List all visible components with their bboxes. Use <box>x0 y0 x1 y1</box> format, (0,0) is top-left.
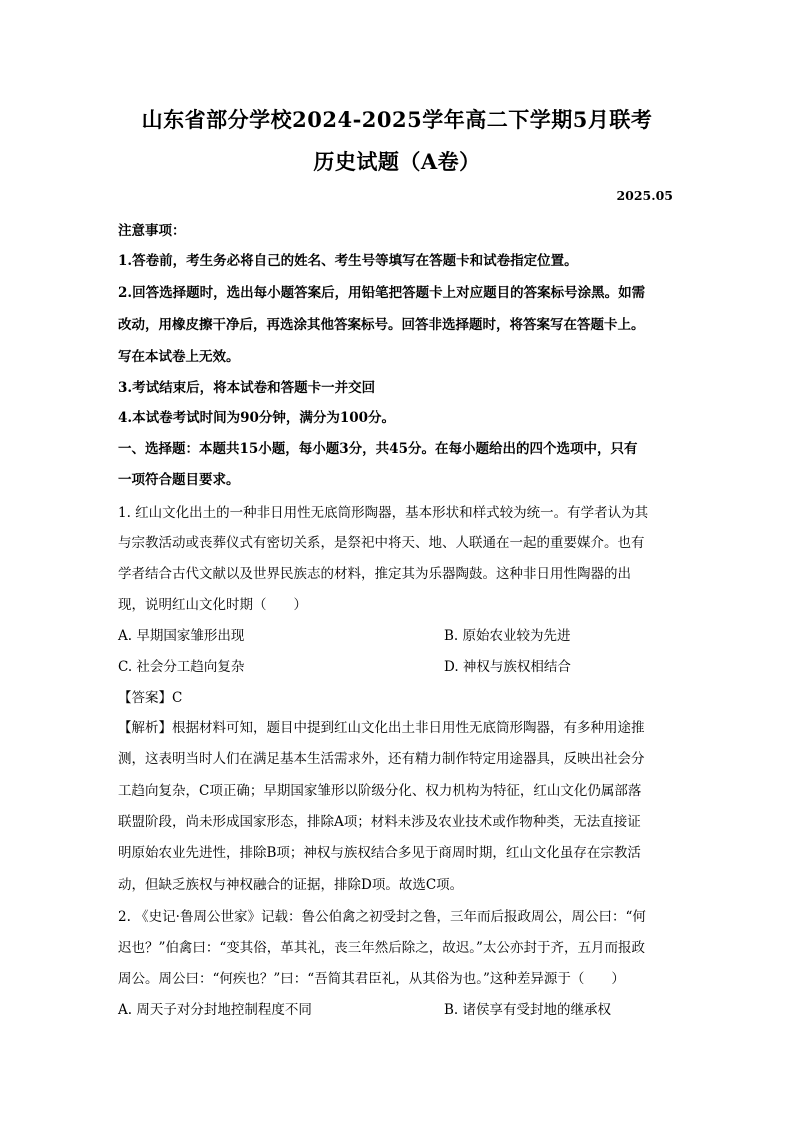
analysis-line: 工趋向复杂，C项正确；早期国家雏形以阶级分化、权力机构为特征，红山文化仍属部落 <box>118 783 642 799</box>
answer: 【答案】C <box>118 690 183 706</box>
question-text: 1. 红山文化出土的一种非日用性无底筒形陶器，基本形状和样式较为统一。有学者认为其 <box>118 505 649 521</box>
section-heading: 一、选择题：本题共15小题，每小题3分，共45分。在每小题给出的四个选项中，只有 <box>118 441 638 457</box>
option-c: C. 社会分工趋向复杂 <box>118 659 245 675</box>
option-a: A. 早期国家雏形出现 <box>118 628 245 644</box>
question-text: 2. 《史记·鲁周公世家》记载：鲁公伯禽之初受封之鲁，三年而后报政周公，周公曰：“何 <box>118 909 646 925</box>
option-a: A. 周天子对分封地控制程度不同 <box>118 1002 312 1018</box>
question-text: 现，说明红山文化时期（ ） <box>118 597 307 613</box>
notice-heading: 注意事项： <box>118 223 186 239</box>
page-subtitle: 历史试题（A卷） <box>313 149 481 174</box>
option-d: D. 神权与族权相结合 <box>444 659 571 675</box>
question-text: 周公。周公曰：“何疾也？”曰：“吾简其君臣礼，从其俗为也。”这种差异源于（ ） <box>118 971 625 987</box>
option-b: B. 原始农业较为先进 <box>444 628 571 644</box>
page-title: 山东省部分学校2024-2025学年高二下学期5月联考 <box>141 107 653 132</box>
notice-line: 改动，用橡皮擦干净后，再选涂其他答案标号。回答非选择题时，将答案写在答题卡上。 <box>118 317 645 333</box>
notice-line: 1.答卷前，考生务必将自己的姓名、考生号等填写在答题卡和试卷指定位置。 <box>118 253 578 269</box>
notice-line: 4.本试卷考试时间为90分钟，满分为100分。 <box>118 410 396 426</box>
section-heading: 一项符合题目要求。 <box>118 472 240 488</box>
question-text: 与宗教活动或丧葬仪式有密切关系，是祭祀中将天、地、人联通在一起的重要媒介。也有 <box>118 535 645 551</box>
analysis-line: 明原始农业先进性，排除B项；神权与族权结合多见于商周时期，红山文化虽存在宗教活 <box>118 845 641 861</box>
option-b: B. 诸侯享有受封地的继承权 <box>444 1002 612 1018</box>
notice-line: 2.回答选择题时，选出每小题答案后，用铅笔把答题卡上对应题目的答案标号涂黑。如需 <box>118 285 646 301</box>
notice-line: 写在本试卷上无效。 <box>118 349 240 365</box>
exam-date: 2025.05 <box>616 188 673 203</box>
analysis-line: 动，但缺乏族权与神权融合的证据，排除D项。故选C项。 <box>118 877 464 893</box>
analysis-line: 测，这表明当时人们在满足基本生活需求外，还有精力制作特定用途器具，反映出社会分 <box>118 751 645 767</box>
question-text: 学者结合古代文献以及世界民族志的材料，推定其为乐器陶鼓。这种非日用性陶器的出 <box>118 566 631 582</box>
analysis-line: 联盟阶段，尚未形成国家形态，排除A项；材料未涉及农业技术或作物种类，无法直接证 <box>118 814 641 830</box>
question-text: 迟也？”伯禽曰：“变其俗，革其礼，丧三年然后除之，故迟。”太公亦封于齐，五月而报政 <box>118 940 645 956</box>
analysis-line: 【解析】根据材料可知，题目中提到红山文化出土非日用性无底筒形陶器，有多种用途推 <box>118 720 645 736</box>
notice-line: 3.考试结束后，将本试卷和答题卡一并交回 <box>118 380 376 396</box>
